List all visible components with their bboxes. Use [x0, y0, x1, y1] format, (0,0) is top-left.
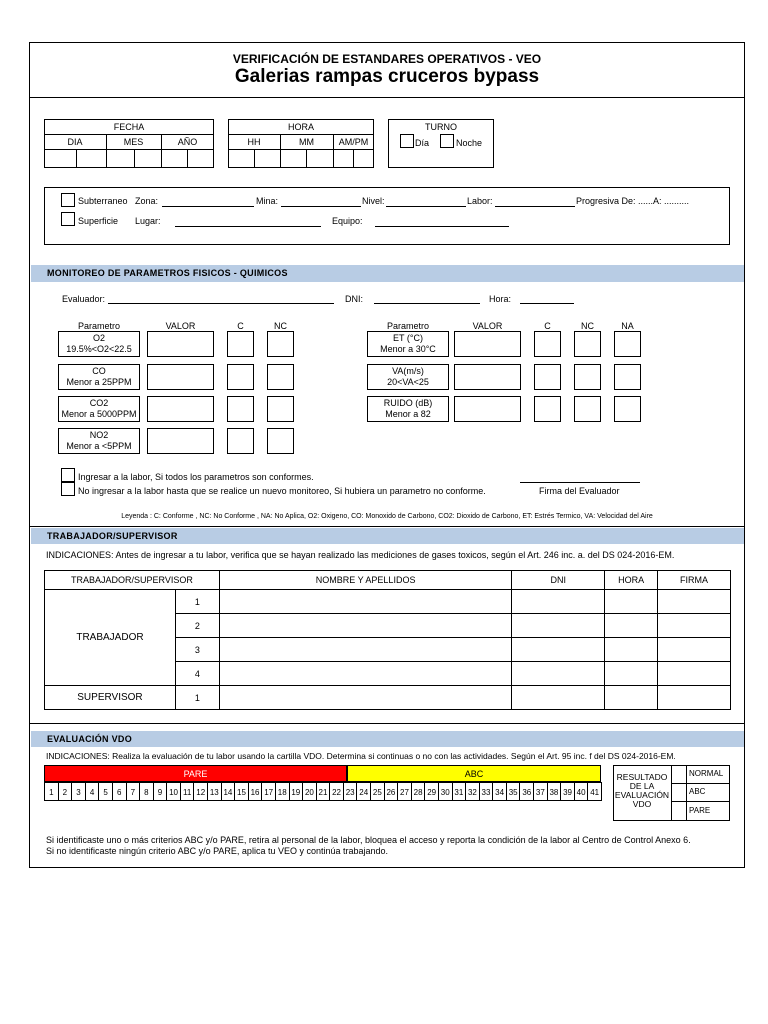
divider: [29, 526, 745, 527]
col-nombre-header: NOMBRE Y APELLIDOS: [219, 571, 511, 590]
col-dni-header: DNI: [512, 571, 605, 590]
turno-dia-checkbox[interactable]: [400, 134, 414, 148]
vdo-criterio-9[interactable]: 9: [153, 782, 168, 801]
hora-field[interactable]: [605, 614, 658, 638]
et-c-field[interactable]: [534, 331, 561, 357]
ruido-valor-field[interactable]: [454, 396, 521, 422]
no2-valor-field[interactable]: [147, 428, 214, 454]
supervisor-label: SUPERVISOR: [45, 686, 176, 710]
evaluador-field[interactable]: [108, 303, 334, 304]
equipo-label: Equipo:: [332, 216, 363, 226]
left-parametro-header: Parametro: [77, 321, 121, 331]
fecha-label: FECHA: [113, 122, 145, 132]
vdo-criterio-19[interactable]: 19: [289, 782, 304, 801]
vdo-criterio-13[interactable]: 13: [207, 782, 222, 801]
row-number: 1: [175, 686, 219, 710]
nombre-field[interactable]: [219, 614, 511, 638]
vdo-note-1: Si identificaste uno o más criterios ABC y/o PARE, retira al personal de la labor, bloquea el acceso y reporta la condición de la labor al Centro de Control Anexo 6.: [46, 835, 691, 845]
monitoreo-hora-label: Hora:: [489, 294, 512, 304]
param-et-range: Menor a 30°C: [380, 344, 436, 354]
left-c-header: C: [237, 321, 244, 331]
param-et-name: ET (°C): [393, 333, 423, 343]
param-co-name: CO: [92, 366, 106, 376]
trabajador-table: [44, 570, 731, 710]
abc-header: ABC: [347, 765, 601, 782]
vdo-criterio-22[interactable]: 22: [329, 782, 344, 801]
et-valor-field[interactable]: [454, 331, 521, 357]
superficie-checkbox[interactable]: [61, 212, 75, 226]
va-na-field[interactable]: [614, 364, 641, 390]
no2-c-field[interactable]: [227, 428, 254, 454]
turno-label: TURNO: [425, 122, 457, 132]
vdo-criterio-18[interactable]: 18: [275, 782, 290, 801]
right-parametro-header: Parametro: [386, 321, 430, 331]
dni-field[interactable]: [512, 686, 605, 710]
divider: [29, 97, 745, 98]
va-valor-field[interactable]: [454, 364, 521, 390]
no2-nc-field[interactable]: [267, 428, 294, 454]
trabajador-indicaciones: INDICACIONES: Antes de ingresar a tu labor, verifica que se hayan realizado las mediciones de gases toxicos, según el Art. 246 inc. a. del DS 024-2016-EM.: [46, 550, 675, 560]
evaluador-label: Evaluador:: [62, 294, 106, 304]
trabajador-band: TRABAJADOR/SUPERVISOR: [31, 528, 744, 544]
hora-field[interactable]: [605, 638, 658, 662]
row-number: 1: [175, 590, 219, 614]
evaluacion-indicaciones: INDICACIONES: Realiza la evaluación de tu labor usando la cartilla VDO. Determina si continuas o no con las actividades. Según el Art. 95 inc. f del DS 024-2016-EM.: [46, 751, 676, 761]
monitoreo-band: MONITOREO DE PARAMETROS FISICOS - QUIMICOS: [31, 265, 744, 282]
vdo-criterio-37[interactable]: 37: [533, 782, 548, 801]
vdo-criterio-28[interactable]: 28: [411, 782, 426, 801]
co-valor-field[interactable]: [147, 364, 214, 390]
dni-field[interactable]: [374, 303, 480, 304]
superficie-label: Superficie: [78, 216, 119, 226]
vdo-criterio-33[interactable]: 33: [479, 782, 494, 801]
progresiva-label: Progresiva De: ......A: ..........: [576, 196, 690, 206]
vdo-criterio-7[interactable]: 7: [126, 782, 141, 801]
firma-evaluador-label: Firma del Evaluador: [539, 486, 620, 496]
co-nc-field[interactable]: [267, 364, 294, 390]
nombre-field[interactable]: [219, 686, 511, 710]
vdo-criterio-6[interactable]: 6: [112, 782, 127, 801]
subterraneo-checkbox[interactable]: [61, 193, 75, 207]
resultado-normal: NORMAL: [689, 769, 724, 778]
zona-field[interactable]: [162, 206, 254, 207]
vdo-criterio-10[interactable]: 10: [166, 782, 181, 801]
o2-c-field[interactable]: [227, 331, 254, 357]
vdo-criterio-25[interactable]: 25: [370, 782, 385, 801]
param-no2-name: NO2: [89, 430, 109, 440]
turno-noche-checkbox[interactable]: [440, 134, 454, 148]
fecha-anio-label: AÑO: [177, 137, 198, 147]
fecha-dia-label: DIA: [67, 137, 83, 147]
ingresar-checkbox[interactable]: [61, 468, 75, 482]
turno-dia-label: Día: [415, 138, 430, 148]
vdo-criterio-27[interactable]: 27: [397, 782, 412, 801]
dni-field[interactable]: [512, 590, 605, 614]
leyenda: Leyenda : C: Conforme , NC: No Conforme , NA: No Aplica, O2: Oxigeno, CO: Monoxido de Carbono, CO2: Dioxido de Carbono, ET: Estrés Termico, VA: Velocidad del Aire: [121, 513, 653, 520]
col-trabajador-header: TRABAJADOR/SUPERVISOR: [45, 571, 220, 590]
vdo-criterio-15[interactable]: 15: [234, 782, 249, 801]
trabajador-label: TRABAJADOR: [45, 590, 176, 686]
vdo-note-2: Si no identificaste ningún criterio ABC y/o PARE, aplica tu VEO y continúa trabajando.: [46, 846, 389, 856]
monitoreo-hora-field[interactable]: [520, 303, 574, 304]
param-co2-name: CO2: [89, 398, 109, 408]
dni-field[interactable]: [512, 638, 605, 662]
hora-field[interactable]: [605, 686, 658, 710]
o2-valor-field[interactable]: [147, 331, 214, 357]
vdo-grid: [44, 765, 601, 801]
firma-evaluador-field[interactable]: [520, 482, 640, 483]
param-va-name: VA(m/s): [392, 366, 424, 376]
vdo-criterio-17[interactable]: 17: [261, 782, 276, 801]
row-number: 2: [175, 614, 219, 638]
hora-ampm-label: AM/PM: [338, 137, 369, 147]
fecha-mes-label: MES: [123, 137, 144, 147]
resultado-abc: ABC: [689, 787, 706, 796]
param-ruido-range: Menor a 82: [385, 409, 431, 419]
va-nc-field[interactable]: [574, 364, 601, 390]
vdo-criterio-2[interactable]: 2: [58, 782, 73, 801]
vdo-criterio-30[interactable]: 30: [438, 782, 453, 801]
et-na-field[interactable]: [614, 331, 641, 357]
ingresar-label: Ingresar a la labor, Si todos los parametros son conformes.: [78, 472, 314, 482]
dni-field[interactable]: [512, 662, 605, 686]
vdo-criterio-35[interactable]: 35: [506, 782, 521, 801]
no-ingresar-checkbox[interactable]: [61, 482, 75, 496]
nombre-field[interactable]: [219, 662, 511, 686]
row-number: 3: [175, 638, 219, 662]
nombre-field[interactable]: [219, 638, 511, 662]
labor-field[interactable]: [495, 206, 575, 207]
firma-field[interactable]: [658, 662, 731, 686]
pare-header: PARE: [44, 765, 347, 782]
zona-label: Zona:: [135, 196, 159, 206]
vdo-criterio-8[interactable]: 8: [139, 782, 154, 801]
mina-field[interactable]: [281, 206, 361, 207]
vdo-criterio-3[interactable]: 3: [71, 782, 86, 801]
vdo-criterio-38[interactable]: 38: [547, 782, 562, 801]
firma-field[interactable]: [658, 614, 731, 638]
no-ingresar-label: No ingresar a la labor hasta que se realice un nuevo monitoreo, Si hubiera un parametro no conforme.: [78, 486, 486, 496]
et-nc-field[interactable]: [574, 331, 601, 357]
equipo-field[interactable]: [375, 226, 509, 227]
divider: [29, 723, 745, 724]
ruido-nc-field[interactable]: [574, 396, 601, 422]
left-nc-header: NC: [274, 321, 287, 331]
ruido-na-field[interactable]: [614, 396, 641, 422]
co2-c-field[interactable]: [227, 396, 254, 422]
vdo-criterio-16[interactable]: 16: [248, 782, 263, 801]
vdo-criterio-5[interactable]: 5: [98, 782, 113, 801]
vdo-criterio-14[interactable]: 14: [221, 782, 236, 801]
co2-valor-field[interactable]: [147, 396, 214, 422]
vdo-criterio-32[interactable]: 32: [465, 782, 480, 801]
vdo-criterio-11[interactable]: 11: [180, 782, 195, 801]
param-co-range: Menor a 25PPM: [66, 377, 132, 387]
hora-mm-label: MM: [299, 137, 314, 147]
form-title: Galerias rampas cruceros bypass: [234, 66, 540, 87]
co-c-field[interactable]: [227, 364, 254, 390]
nivel-field[interactable]: [386, 206, 466, 207]
lugar-label: Lugar:: [135, 216, 161, 226]
param-va-range: 20<VA<25: [387, 377, 429, 387]
vdo-criterio-21[interactable]: 21: [316, 782, 331, 801]
o2-nc-field[interactable]: [267, 331, 294, 357]
col-hora-header: HORA: [605, 571, 658, 590]
abc-checkbox[interactable]: [673, 785, 684, 799]
turno-noche-label: Noche: [456, 138, 483, 148]
evaluacion-band: EVALUACIÓN VDO: [31, 731, 744, 747]
hora-field[interactable]: [605, 662, 658, 686]
firma-field[interactable]: [658, 590, 731, 614]
left-valor-header: VALOR: [165, 321, 196, 331]
resultado-label: RESULTADO DE LA EVALUACIÓN VDO: [614, 772, 670, 809]
vdo-criterio-29[interactable]: 29: [424, 782, 439, 801]
nombre-field[interactable]: [219, 590, 511, 614]
vdo-criterio-4[interactable]: 4: [85, 782, 100, 801]
vdo-criterio-26[interactable]: 26: [384, 782, 399, 801]
va-c-field[interactable]: [534, 364, 561, 390]
right-na-header: NA: [621, 321, 634, 331]
normal-checkbox[interactable]: [673, 767, 684, 781]
hora-label: HORA: [287, 122, 314, 132]
vdo-criterio-1[interactable]: 1: [44, 782, 59, 801]
hora-field[interactable]: [605, 590, 658, 614]
firma-field[interactable]: [658, 638, 731, 662]
vdo-criterio-12[interactable]: 12: [193, 782, 208, 801]
right-valor-header: VALOR: [472, 321, 503, 331]
param-ruido-name: RUIDO (dB): [383, 398, 433, 408]
lugar-field[interactable]: [175, 226, 321, 227]
vdo-criterio-36[interactable]: 36: [519, 782, 534, 801]
co2-nc-field[interactable]: [267, 396, 294, 422]
col-firma-header: FIRMA: [658, 571, 731, 590]
vdo-criterio-24[interactable]: 24: [356, 782, 371, 801]
row-number: 4: [175, 662, 219, 686]
nivel-label: Nivel:: [362, 196, 385, 206]
subterraneo-label: Subterraneo: [78, 196, 128, 206]
dni-label: DNI:: [345, 294, 363, 304]
hora-hh-label: HH: [247, 137, 261, 147]
vdo-criterio-40[interactable]: 40: [574, 782, 589, 801]
ruido-c-field[interactable]: [534, 396, 561, 422]
vdo-criterio-20[interactable]: 20: [302, 782, 317, 801]
vdo-criterio-31[interactable]: 31: [452, 782, 467, 801]
param-o2-name: O2: [92, 333, 105, 343]
param-o2-range: 19.5%<O2<22.5: [66, 344, 132, 354]
vdo-criterio-39[interactable]: 39: [560, 782, 575, 801]
labor-label: Labor:: [467, 196, 493, 206]
param-co2-range: Menor a 5000PPM: [61, 409, 137, 419]
right-c-header: C: [544, 321, 551, 331]
vdo-criterio-34[interactable]: 34: [492, 782, 507, 801]
dni-field[interactable]: [512, 614, 605, 638]
resultado-pare: PARE: [689, 806, 711, 815]
firma-field[interactable]: [658, 686, 731, 710]
mina-label: Mina:: [256, 196, 279, 206]
form-subtitle: VERIFICACIÓN DE ESTANDARES OPERATIVOS - VEO: [232, 52, 542, 66]
vdo-criterio-41[interactable]: 41: [587, 782, 602, 801]
vdo-criterio-23[interactable]: 23: [343, 782, 358, 801]
param-no2-range: Menor a <5PPM: [66, 441, 132, 451]
pare-checkbox[interactable]: [673, 803, 684, 819]
right-nc-header: NC: [581, 321, 594, 331]
